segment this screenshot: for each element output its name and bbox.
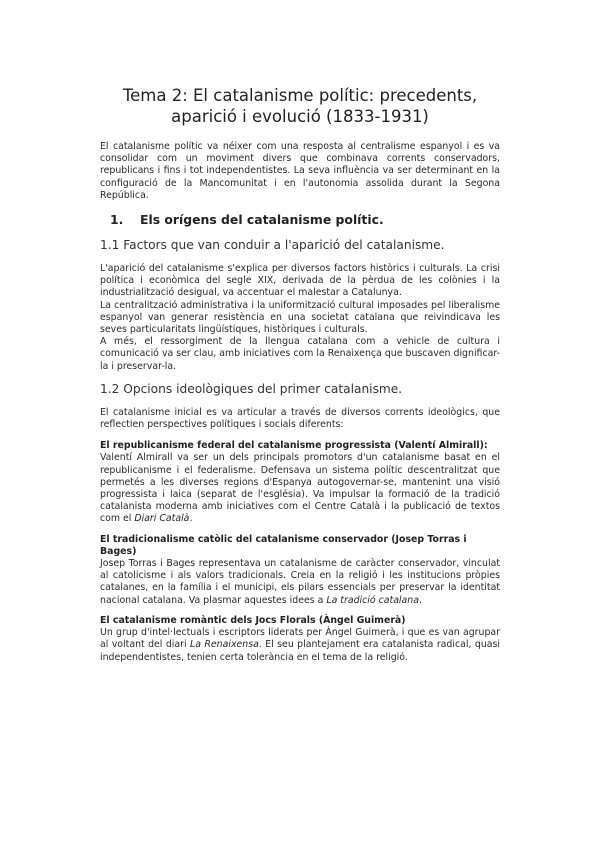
factors-paragraph-3: A més, el ressorgiment de la llengua catalana com a vehicle de cultura i comunicació va ser clau, amb iniciatives com la Renaixença que buscaven dignificar-la i preservar-la. bbox=[100, 336, 500, 372]
tradicio-catalana-title: La tradició catalana bbox=[326, 594, 419, 606]
torras-block bbox=[100, 534, 500, 607]
almirall-heading: El republicanisme federal del catalanisme progressista (Valentí Almirall): bbox=[100, 440, 488, 452]
almirall-text: Valentí Almirall va ser un dels principals promotors d'un catalanisme basat en el republicanisme i el federalisme. Defensava un sistema polític descentralitzat que permetés a les diverses regions d'Espanya autogovernar-se, mantenint una visió progressista i laica (separat de l'església). Va impulsar la formació de la tradició catalanista moderna amb iniciatives com el Centre Català i la publicació de textos com el Diari Català. bbox=[100, 452, 500, 525]
options-intro: El catalanisme inicial es va articular a través de diversos corrents ideològics, que reflectien perspectives polítiques i socials diferents: bbox=[100, 406, 500, 431]
torras-heading: El tradicionalisme catòlic del catalanisme conservador (Josep Torras i Bages) bbox=[100, 533, 467, 557]
section-1-heading bbox=[100, 212, 500, 227]
subsection-1-1-heading: 1.1 Factors que van conduir a l'aparició del catalanisme. bbox=[100, 238, 445, 253]
section-1-title: Els orígens del catalanisme polític. bbox=[140, 212, 384, 228]
section-1-number: 1. bbox=[110, 212, 124, 228]
guimera-block bbox=[100, 615, 500, 664]
factors-paragraph-2: La centralització administrativa i la uniformització cultural imposades pel liberalisme espanyol van generar resistència en una societat catalana que reivindicava les seves particularitats lingüístiques, històriques i culturals. bbox=[100, 299, 500, 336]
almirall-block bbox=[100, 440, 500, 525]
intro-paragraph: El catalanisme polític va néixer com una resposta al centralisme espanyol i es va consolidar com un moviment divers que combinava corrents conservadors, republicans i fins i tot independentistes. La seva influència va ser determinant en la configuració de la Mancomunitat i en l'autonomia assolida durant la Segona República. bbox=[100, 141, 500, 201]
diari-catala-title: Diari Català bbox=[134, 513, 190, 525]
guimera-heading: El catalanisme romàntic dels Jocs Florals (Àngel Guimerà) bbox=[100, 614, 406, 626]
factors-paragraph-1: L'aparició del catalanisme s'explica per diversos factors històrics i culturals. La crisi política i econòmica del segle XIX, derivada de la pèrdua de les colònies i la industrialització desigual, va accentuar el malestar a Catalunya. bbox=[100, 263, 500, 299]
guimera-text: Un grup d'intel·lectuals i escriptors liderats per Àngel Guimerà, i que es van agrupar al voltant del diari La Renaixensa. El seu plantejament era catalanista radical, quasi independentistes, tenien certa tolerància en el tema de la religió. bbox=[100, 627, 501, 663]
renaixensa-title: La Renaixensa bbox=[190, 639, 259, 651]
title-line-1: Tema 2: El catalanisme polític: precedents, bbox=[122, 86, 478, 105]
document-title bbox=[100, 85, 500, 127]
subsection-1-2-heading: 1.2 Opcions ideològiques del primer catalanisme. bbox=[100, 381, 403, 396]
title-line-2: aparició i evolució (1833-1931) bbox=[171, 107, 429, 126]
torras-text: Josep Torras i Bages representava un catalanisme de caràcter conservador, vinculat al catolicisme i als valors tradicionals. Creia en la religió i les institucions pròpies catalanes, en la família i el municipi, els pilars essencials per preservar la identitat nacional catalana. Va plasmar aquestes idees a La tradició catalana. bbox=[100, 558, 500, 606]
subsection-1-1-body bbox=[100, 263, 500, 373]
